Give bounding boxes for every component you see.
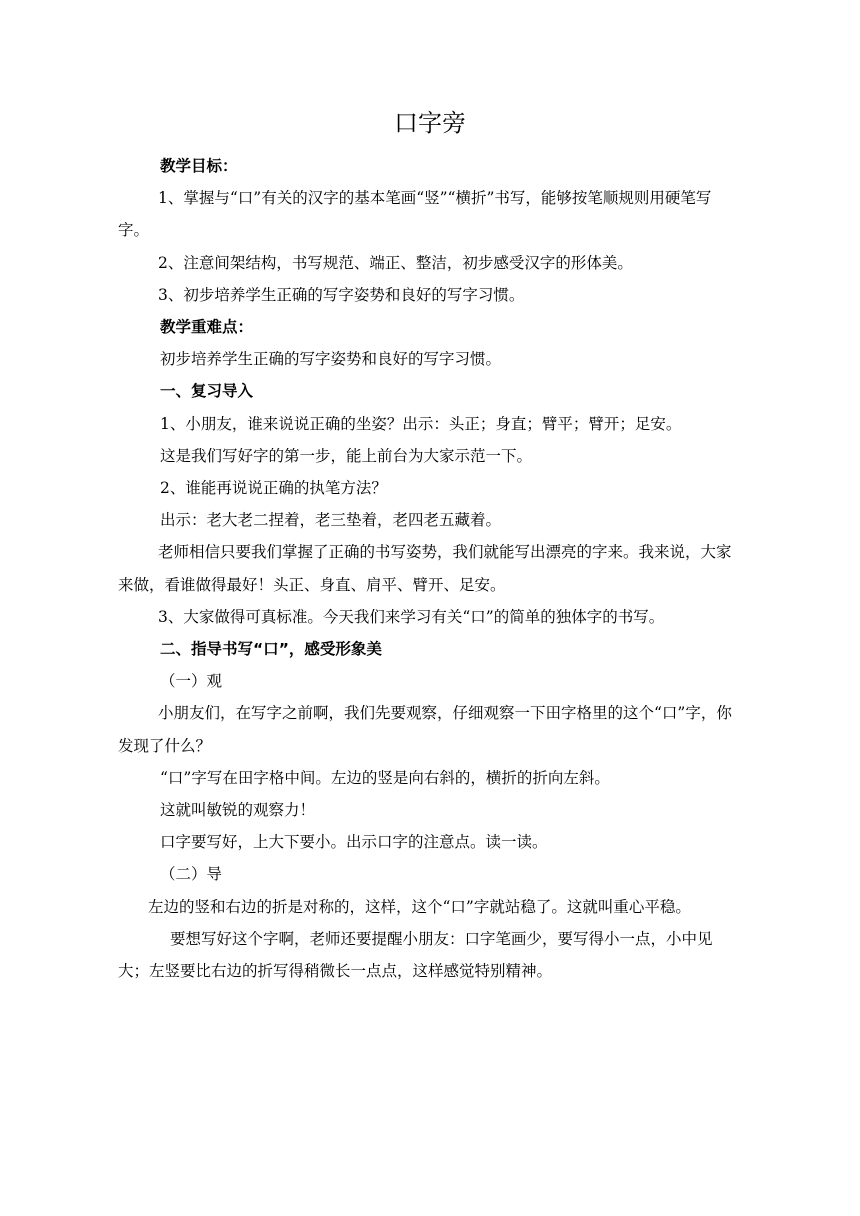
review-item-3: 3、大家做得可真标准。今天我们来学习有关“口”的简单的独体字的书写。	[158, 607, 665, 626]
review-item-1-note: 这是我们写好字的第一步，能上前台为大家示范一下。	[160, 446, 533, 465]
goal-item-1: 1、掌握与“口”有关的汉字的基本笔画“竖”“横折”书写，能够按笔顺规则用硬笔写字。	[118, 189, 712, 240]
review-item-2: 2、谁能再说说正确的执笔方法？	[160, 479, 387, 498]
observe-praise: 这就叫敏锐的观察力！	[160, 801, 316, 820]
section-heading-key-points: 教学重难点：	[160, 318, 254, 337]
section-heading-goals: 教学目标：	[160, 157, 238, 175]
observe-answer: “口”字写在田字格中间。左边的竖是向右斜的，横折的折向左斜。	[160, 768, 610, 787]
goal-item-2: 2、注意间架结构，书写规范、端正、整洁，初步感受汉字的形体美。	[158, 253, 633, 272]
guide-paragraph: 左边的竖和右边的折是对称的，这样，这个“口”字就站稳了。这就叫重心平稳。	[148, 897, 691, 916]
goal-item-3: 3、初步培养学生正确的写字姿势和良好的写字习惯。	[158, 285, 525, 304]
key-points-text: 初步培养学生正确的写字姿势和良好的写字习惯。	[160, 350, 502, 369]
review-item-1: 1、小朋友，谁来说说正确的坐姿？出示：头正；身直；臂平；臂开；足安。	[160, 414, 682, 433]
section-heading-guide: 二、指导书写“口”，感受形象美	[160, 640, 382, 659]
section-heading-review: 一、复习导入	[160, 382, 254, 401]
guide-reminder: 要想写好这个字啊，老师还要提醒小朋友：口字笔画少，要写得小一点，小中见大；左竖要比右边的折写得稍微长一点点，这样感觉特别精神。	[118, 929, 713, 981]
document-body	[118, 150, 742, 987]
observe-tip: 口字要写好，上大下要小。出示口字的注意点。读一读。	[160, 833, 548, 852]
observe-paragraph: 小朋友们，在写字之前啊，我们先要观察，仔细观察一下田字格里的这个“口”字，你发现了什么？	[118, 704, 732, 755]
subsection-observe: （一）观	[160, 672, 223, 691]
review-item-2-note: 出示：老大老二捏着，老三垫着，老四老五藏着。	[160, 511, 502, 530]
review-paragraph: 老师相信只要我们掌握了正确的书写姿势，我们就能写出漂亮的字来。我来说，大家来做，看谁做得最好！头正、身直、肩平、臂开、足安。	[118, 543, 732, 594]
document-title: 口字旁	[394, 109, 466, 137]
subsection-guide: （二）导	[160, 865, 223, 884]
